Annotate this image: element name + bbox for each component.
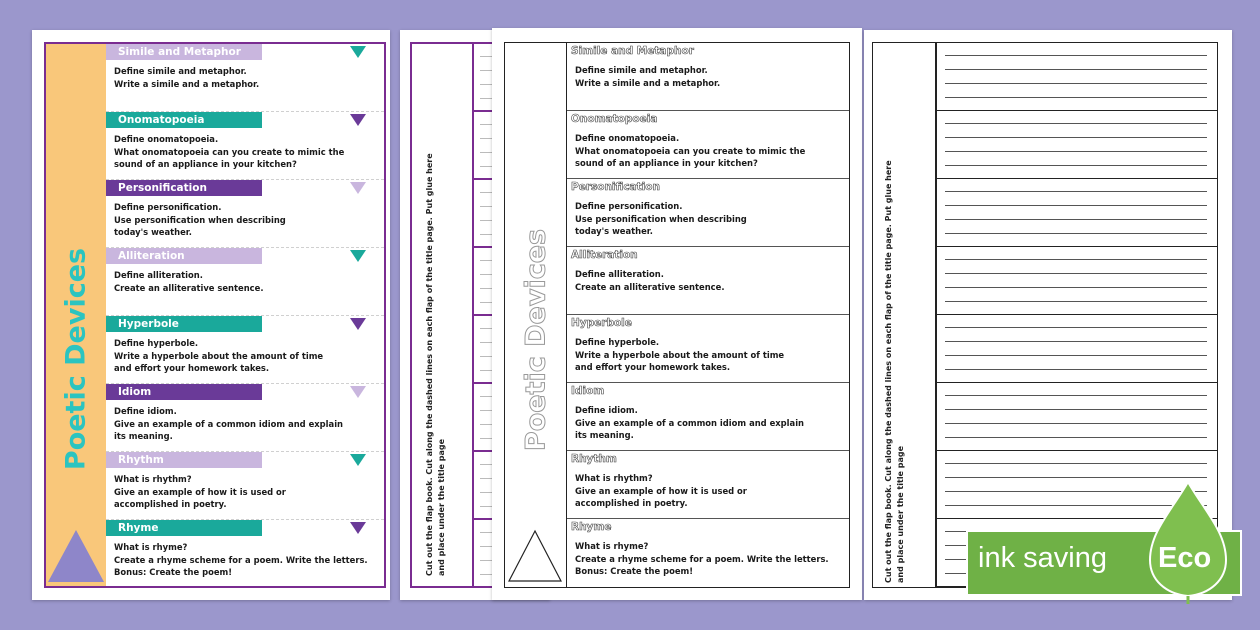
writing-line <box>945 301 1207 302</box>
flap-text-line2: Give an example of how it is used or <box>575 486 747 496</box>
flap-arrow-icon <box>350 318 366 330</box>
flap-text-line2: Create an alliterative sentence. <box>114 283 264 293</box>
flap-item <box>567 383 849 451</box>
flap-book-frame <box>44 42 386 588</box>
writing-line <box>945 273 1207 274</box>
ink-saving-eco-badge <box>966 530 1242 596</box>
flap-heading: Rhythm <box>106 452 262 468</box>
writing-line <box>945 437 1207 438</box>
glue-instructions-line2: and place under the title page <box>437 438 446 576</box>
lined-glue-instructions <box>883 160 907 583</box>
flap-text-line1: What is rhyme? <box>114 542 188 552</box>
flap-text-line2: Write a hyperbole about the amount of time <box>114 351 324 361</box>
writing-line <box>945 219 1207 220</box>
flap-text-line2: What onomatopoeia can you create to mimic the <box>575 146 806 156</box>
flap-heading: Simile and Metaphor <box>571 45 694 57</box>
glue-instructions-line1: Cut out the flap book. Cut along the dashed lines on each flap of the title page. Put glue here <box>425 153 434 576</box>
flap-text-line3: its meaning. <box>575 430 634 440</box>
flap-text-line3: Bonus: Create the poem! <box>575 566 694 576</box>
flap-item <box>567 519 849 587</box>
flap-text-line3: Bonus: Create the poem! <box>114 567 233 577</box>
flap-text-line1: Define alliteration. <box>114 270 203 280</box>
flap-text-line3: today's weather. <box>114 227 192 237</box>
flap-item <box>567 247 849 315</box>
spine-title: Poetic Devices <box>60 247 92 471</box>
ink-saving-template-page <box>492 28 862 600</box>
flap-text-line1: What is rhythm? <box>114 474 192 484</box>
flap-text-line2: Use personification when describing <box>114 215 286 225</box>
flap-item <box>567 451 849 519</box>
writing-box <box>935 383 1217 451</box>
flap-text-line1: Define onomatopoeia. <box>114 134 219 144</box>
flap-text-line2: Write a hyperbole about the amount of time <box>575 350 785 360</box>
flap-text-line1: What is rhyme? <box>575 541 649 551</box>
flap-arrow-icon <box>350 250 366 262</box>
flap-heading: Simile and Metaphor <box>106 44 262 60</box>
flap-text-line1: Define onomatopoeia. <box>575 133 680 143</box>
flap-text-line2: Create an alliterative sentence. <box>575 282 725 292</box>
flap-item <box>106 316 384 384</box>
writing-line <box>945 355 1207 356</box>
ink-saving-label: ink saving <box>978 542 1107 574</box>
flap-list <box>106 44 384 586</box>
triangle-decoration <box>48 530 104 582</box>
writing-box <box>935 43 1217 111</box>
flap-text-line1: Define hyperbole. <box>575 337 660 347</box>
flap-heading: Alliteration <box>106 248 262 264</box>
flap-text-line2: Use personification when describing <box>575 214 747 224</box>
flap-text-line3: and effort your homework takes. <box>575 362 731 372</box>
flap-text-line1: Define personification. <box>114 202 222 212</box>
flap-text-line2: Write a simile and a metaphor. <box>114 79 260 89</box>
flap-heading: Idiom <box>106 384 262 400</box>
writing-box <box>935 111 1217 179</box>
flap-text-line1: Define idiom. <box>575 405 638 415</box>
writing-line <box>945 83 1207 84</box>
writing-line <box>945 205 1207 206</box>
flap-text-line3: accomplished in poetry. <box>114 499 227 509</box>
writing-line <box>945 151 1207 152</box>
flap-text-line3: sound of an appliance in your kitchen? <box>575 158 758 168</box>
flap-book-frame-outline <box>504 42 850 588</box>
writing-line <box>945 233 1207 234</box>
writing-line <box>945 259 1207 260</box>
flap-text-line2: Create a rhyme scheme for a poem. Write the letters. <box>114 555 368 565</box>
flap-list-outline <box>567 43 849 587</box>
flap-text-line2: Give an example of how it is used or <box>114 487 286 497</box>
writing-line <box>945 165 1207 166</box>
writing-box <box>935 179 1217 247</box>
writing-line <box>945 69 1207 70</box>
writing-line <box>945 327 1207 328</box>
writing-line <box>945 287 1207 288</box>
writing-line <box>945 55 1207 56</box>
writing-line <box>945 191 1207 192</box>
flap-heading: Personification <box>571 181 660 193</box>
writing-box <box>935 247 1217 315</box>
glue-instructions <box>424 153 448 576</box>
spine-title-outline: Poetic Devices <box>520 228 552 452</box>
flap-heading: Rhyme <box>571 521 612 533</box>
flap-heading: Hyperbole <box>106 316 262 332</box>
flap-arrow-icon <box>350 454 366 466</box>
flap-text-line2: Create a rhyme scheme for a poem. Write the letters. <box>575 554 829 564</box>
writing-line <box>945 137 1207 138</box>
flap-text-line2: Write a simile and a metaphor. <box>575 78 721 88</box>
title-spine <box>46 44 106 586</box>
flap-text-line1: Define idiom. <box>114 406 177 416</box>
flap-text-line1: Define alliteration. <box>575 269 664 279</box>
flap-text-line1: Define hyperbole. <box>114 338 199 348</box>
writing-box <box>935 315 1217 383</box>
flap-item <box>106 248 384 316</box>
writing-line <box>945 477 1207 478</box>
flap-heading: Personification <box>106 180 262 196</box>
lined-glue-instructions-line2: and place under the title page <box>896 445 905 583</box>
writing-line <box>945 369 1207 370</box>
writing-line <box>945 409 1207 410</box>
writing-line <box>945 123 1207 124</box>
flap-text-line3: today's weather. <box>575 226 653 236</box>
flap-text-line2: What onomatopoeia can you create to mimic the <box>114 147 345 157</box>
writing-line <box>945 463 1207 464</box>
flap-heading: Rhythm <box>571 453 617 465</box>
flap-text-line2: Give an example of a common idiom and explain <box>114 419 344 429</box>
color-template-page <box>32 30 390 600</box>
flap-arrow-icon <box>350 386 366 398</box>
flap-item <box>106 520 384 588</box>
writing-line <box>945 395 1207 396</box>
flap-arrow-icon <box>350 182 366 194</box>
flap-text-line3: its meaning. <box>114 431 173 441</box>
flap-arrow-icon <box>350 46 366 58</box>
flap-item <box>106 384 384 452</box>
flap-item <box>106 44 384 112</box>
flap-heading: Alliteration <box>571 249 638 261</box>
triangle-outline-decoration <box>507 529 563 583</box>
flap-text-line3: sound of an appliance in your kitchen? <box>114 159 297 169</box>
flap-arrow-icon <box>350 114 366 126</box>
flap-item <box>567 315 849 383</box>
flap-text-line2: Give an example of a common idiom and explain <box>575 418 805 428</box>
flap-item <box>106 112 384 180</box>
flap-text-line3: accomplished in poetry. <box>575 498 688 508</box>
flap-item <box>106 452 384 520</box>
writing-line <box>945 423 1207 424</box>
flap-text-line1: Define simile and metaphor. <box>114 66 247 76</box>
title-spine-outline <box>505 43 567 587</box>
flap-text-line1: Define personification. <box>575 201 683 211</box>
flap-text-line3: and effort your homework takes. <box>114 363 270 373</box>
flap-heading: Hyperbole <box>571 317 632 329</box>
flap-item <box>567 111 849 179</box>
flap-arrow-icon <box>350 522 366 534</box>
flap-heading: Onomatopoeia <box>571 113 658 125</box>
flap-heading: Rhyme <box>106 520 262 536</box>
writing-line <box>945 341 1207 342</box>
writing-line <box>945 97 1207 98</box>
flap-item <box>567 179 849 247</box>
flap-text-line1: Define simile and metaphor. <box>575 65 708 75</box>
flap-item <box>106 180 384 248</box>
flap-item <box>567 43 849 111</box>
flap-heading: Idiom <box>571 385 605 397</box>
flap-text-line1: What is rhythm? <box>575 473 653 483</box>
eco-label: Eco <box>1158 542 1212 574</box>
lined-glue-instructions-line1: Cut out the flap book. Cut along the dashed lines on each flap of the title page. Put glue here <box>884 160 893 583</box>
flap-heading: Onomatopoeia <box>106 112 262 128</box>
